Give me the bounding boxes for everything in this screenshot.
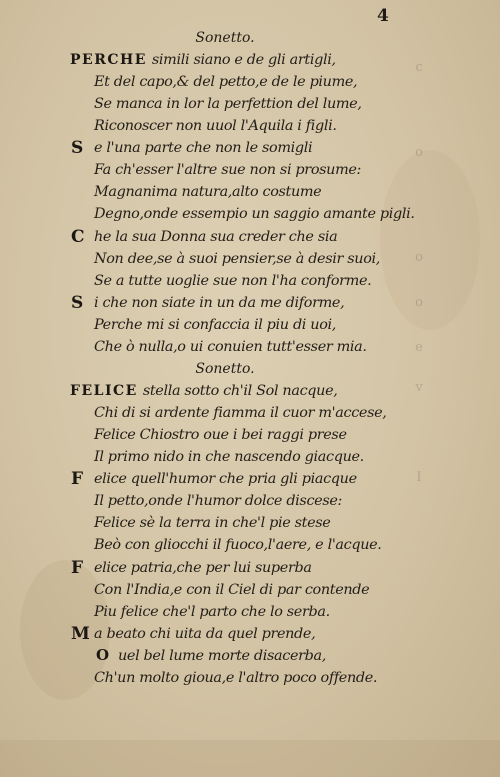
page-number: 4 — [377, 6, 389, 26]
initial-capital: M — [71, 624, 90, 644]
opening-word: PERCHE — [70, 52, 147, 68]
verse-line: FELICE stella sotto ch'il Sol nacque, — [70, 383, 338, 399]
verse-line: Il primo nido in che nascendo giacque. — [94, 449, 364, 465]
show-through-mark: v — [415, 380, 423, 395]
verse-line: Se manca in lor la perfettion del lume, — [94, 96, 362, 112]
verse-line: e l'una parte che non le somigli — [94, 140, 313, 156]
verse-line: uel bel lume morte disacerba, — [118, 648, 326, 664]
verse-line: elice patria,che per lui superba — [94, 560, 312, 576]
verse-line: Felice sè la terra in che'l pie stese — [94, 515, 331, 531]
verse-line: a beato chi uita da quel prende, — [94, 626, 316, 642]
verse-line: he la sua Donna sua creder che sia — [94, 229, 338, 245]
verse-line: PERCHE simili siano e de gli artigli, — [70, 52, 336, 68]
verse-line: Ch'un molto gioua,e l'altro poco offende. — [94, 670, 378, 686]
verse-line: Fa ch'esser l'altre sue non si prosume: — [94, 162, 362, 178]
verse-line: Degno,onde essempio un saggio amante pigli. — [94, 206, 415, 222]
initial-capital: S — [71, 293, 84, 313]
show-through-mark: o — [415, 295, 423, 310]
paper-stain — [0, 740, 500, 777]
show-through-mark: o — [415, 250, 423, 265]
verse-line: Magnanima natura,alto costume — [94, 184, 322, 200]
initial-capital: C — [71, 227, 85, 247]
initial-capital: O — [96, 646, 110, 664]
sonnet-heading: Sonetto. — [195, 361, 255, 377]
show-through-mark: c — [415, 60, 423, 75]
initial-capital: F — [71, 558, 84, 578]
initial-capital: S — [71, 138, 84, 158]
verse-line: Se a tutte uoglie sue non l'ha conforme. — [94, 273, 372, 289]
initial-capital: F — [71, 469, 84, 489]
verse-line: Perche mi si confaccia il piu di uoi, — [94, 317, 336, 333]
verse-line: Che ò nulla,o ui conuien tutt'esser mia. — [94, 339, 367, 355]
sonnet-heading: Sonetto. — [195, 30, 255, 46]
opening-word: FELICE — [70, 383, 138, 399]
verse-line: Beò con gliocchi il fuoco,l'aere, e l'acque. — [94, 537, 382, 553]
verse-line: Con l'India,e con il Ciel di par contende — [94, 582, 370, 598]
verse-line: Il petto,onde l'humor dolce discese: — [94, 493, 343, 509]
verse-line: Chi di si ardente fiamma il cuor m'accese, — [94, 405, 387, 421]
show-through-mark: e — [415, 340, 423, 355]
verse-line: Felice Chiostro oue i bei raggi prese — [94, 427, 347, 443]
verse-line: i che non siate in un da me diforme, — [94, 295, 345, 311]
show-through-mark: o — [415, 145, 423, 160]
verse-line: elice quell'humor che pria gli piacque — [94, 471, 357, 487]
verse-line: Et del capo,& del petto,e de le piume, — [94, 74, 358, 90]
verse-line: Non dee,se à suoi pensier,se à desir suoi, — [94, 251, 381, 267]
verse-line: Riconoscer non uuol l'Aquila i figli. — [94, 118, 337, 134]
paper-stain — [380, 150, 480, 330]
show-through-mark: I — [416, 470, 422, 485]
verse-line: Piu felice che'l parto che lo serba. — [94, 604, 330, 620]
